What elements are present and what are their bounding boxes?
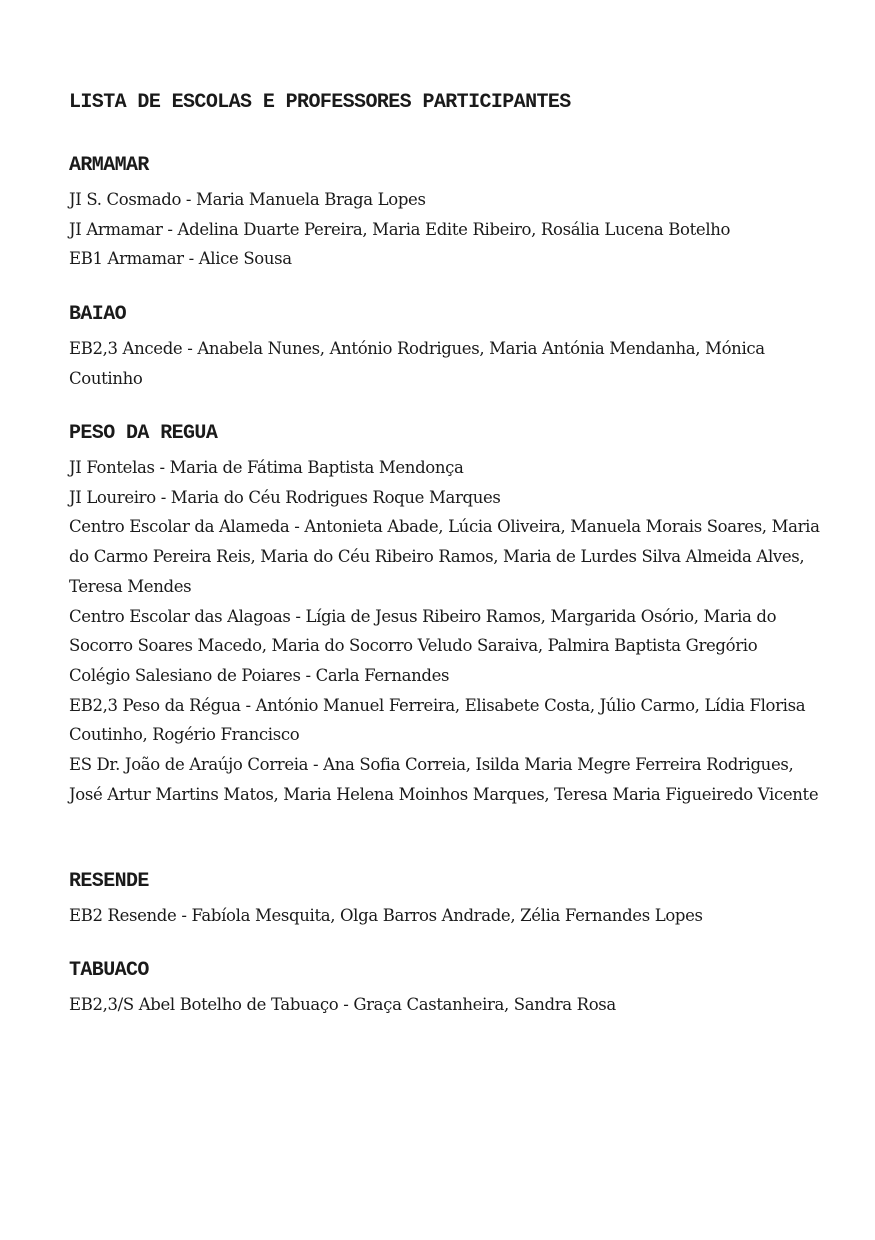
section-baiao <box>69 302 829 393</box>
section-heading-baiao: BAIAO <box>69 303 127 326</box>
school-list-tabuaco <box>69 990 829 1020</box>
school-entry: JI Armamar - Adelina Duarte Pereira, Maria Edite Ribeiro, Rosália Lucena Botelho <box>69 219 731 239</box>
school-entry: EB2,3 Peso da Régua - António Manuel Ferreira, Elisabete Costa, Júlio Carmo, Lídia Florisa Coutinho, Rogério Francisco <box>69 695 806 745</box>
school-entry: JI Fontelas - Maria de Fátima Baptista Mendonça <box>69 458 464 477</box>
school-entry: EB1 Armamar - Alice Sousa <box>69 249 292 269</box>
document-title: LISTA DE ESCOLAS E PROFESSORES PARTICIPANTES <box>69 91 571 114</box>
section-peso-da-regua <box>69 421 829 809</box>
school-entry: Centro Escolar das Alagoas - Lígia de Jesus Ribeiro Ramos, Margarida Osório, Maria do Socorro Soares Macedo, Maria do Socorro Veludo Saraiva, Palmira Baptista Gregório <box>69 606 777 656</box>
school-entry: JI S. Cosmado - Maria Manuela Braga Lopes <box>69 190 426 209</box>
section-heading-tabuaco: TABUACO <box>69 959 149 982</box>
school-entry: Centro Escolar da Alameda - Antonieta Abade, Lúcia Oliveira, Manuela Morais Soares, Maria do Carmo Pereira Reis, Maria do Céu Ribeiro Ramos, Maria de Lurdes Silva Almeida Alves, Teresa Mendes <box>69 517 820 596</box>
school-entry: ES Dr. João de Araújo Correia - Ana Sofia Correia, Isilda Maria Megre Ferreira Rodrigues, José Artur Martins Matos, Maria Helena Moinhos Marques, Teresa Maria Figueiredo Vicente <box>69 755 819 804</box>
section-tabuaco <box>69 958 829 1020</box>
section-heading-peso-da-regua: PESO DA REGUA <box>69 422 218 445</box>
school-list-armamar <box>69 185 829 274</box>
school-entry: EB2,3 Ancede - Anabela Nunes, António Rodrigues, Maria Antónia Mendanha, Mónica Coutinho <box>69 339 765 388</box>
school-list-peso-da-regua <box>69 453 829 809</box>
school-entry: EB2 Resende - Fabíola Mesquita, Olga Barros Andrade, Zélia Fernandes Lopes <box>69 906 703 925</box>
school-entry: Colégio Salesiano de Poiares - Carla Fernandes <box>69 665 450 685</box>
section-heading-resende: RESENDE <box>69 870 149 893</box>
school-list-baiao <box>69 334 829 393</box>
section-resende <box>69 869 829 931</box>
section-heading-armamar: ARMAMAR <box>69 154 149 177</box>
school-list-resende <box>69 901 829 931</box>
school-entry: JI Loureiro - Maria do Céu Rodrigues Roque Marques <box>69 487 501 507</box>
section-armamar <box>69 153 829 274</box>
school-entry: EB2,3/S Abel Botelho de Tabuaço - Graça Castanheira, Sandra Rosa <box>69 995 616 1014</box>
